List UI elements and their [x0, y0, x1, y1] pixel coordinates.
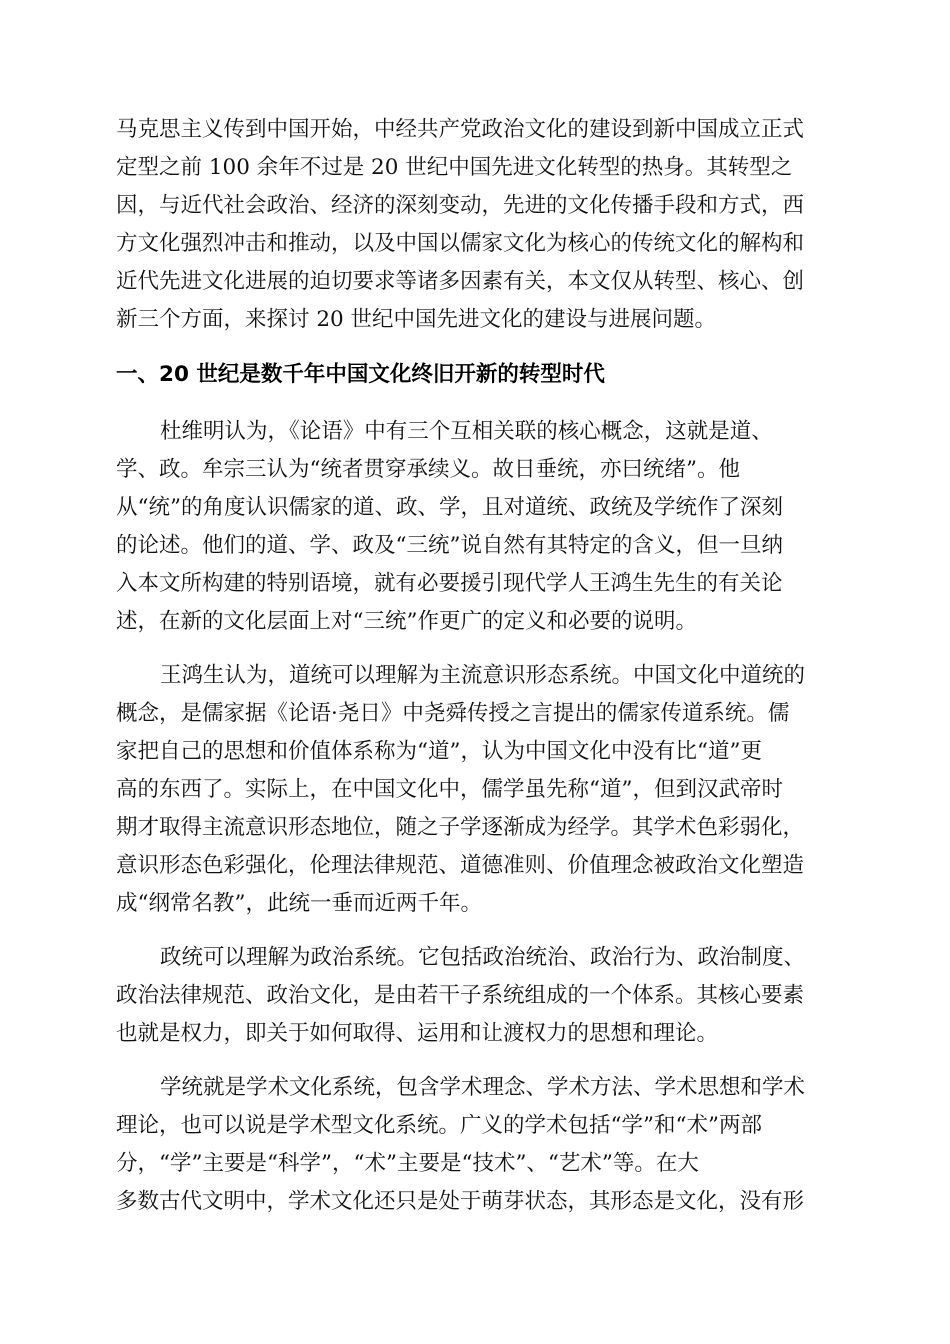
paragraph-line: 方文化强烈冲击和推动，以及中国以儒家文化为核心的传统文化的解构和: [116, 231, 805, 256]
paragraph-line: 王鸿生认为，道统可以理解为主流意识形态系统。中国文化中道统的: [160, 663, 806, 688]
paragraph-line: 家把自己的思想和价值体系称为“道”，认为中国文化中没有比“道”更: [116, 739, 762, 764]
paragraph-line: 学、政。牟宗三认为“统者贯穿承续义。故日垂统，亦曰统绪”。他: [116, 457, 740, 482]
paragraph-line: 高的东西了。实际上，在中国文化中，儒学虽先称“道”，但到汉武帝时: [116, 777, 783, 802]
section-heading: 一、20 世纪是数千年中国文化终旧开新的转型时代: [116, 362, 605, 387]
paragraph-line: 期才取得主流意识形态地位，随之子学逐渐成为经学。其学术色彩弱化，: [116, 815, 805, 840]
paragraph-line: 因，与近代社会政治、经济的深刻变动，先进的文化传播手段和方式，西: [116, 193, 805, 218]
paragraph-line: 的论述。他们的道、学、政及“三统”说自然有其特定的含义，但一旦纳: [116, 533, 783, 558]
paragraph-line: 述，在新的文化层面上对“三统”作更广的定义和必要的说明。: [116, 609, 697, 634]
paragraph-line: 杜维明认为，《论语》中有三个互相关联的核心概念，这就是道、: [160, 419, 773, 444]
paragraph-line: 入本文所构建的特别语境，就有必要援引现代学人王鸿生先生的有关论: [116, 571, 783, 596]
paragraph-line: 马克思主义传到中国开始，中经共产党政治文化的建设到新中国成立正式: [116, 117, 805, 142]
paragraph-line: 近代先进文化进展的迫切要求等诸多因素有关，本文仅从转型、核心、创: [116, 269, 805, 294]
paragraph-line: 政统可以理解为政治系统。它包括政治统治、政治行为、政治制度、: [160, 945, 806, 970]
paragraph-line: 也就是权力，即关于如何取得、运用和让渡权力的思想和理论。: [116, 1021, 719, 1046]
paragraph-line: 定型之前 100 余年不过是 20 世纪中国先进文化转型的热身。其转型之: [116, 155, 793, 180]
paragraph-line: 从“统”的角度认识儒家的道、政、学，且对道统、政统及学统作了深刻: [116, 495, 783, 520]
paragraph-line: 新三个方面，来探讨 20 世纪中国先进文化的建设与进展问题。: [116, 307, 717, 332]
paragraph-line: 分，“学”主要是“科学”，“术”主要是“技术”、“艺术”等。在大: [116, 1151, 699, 1176]
paragraph-line: 政治法律规范、政治文化，是由若干子系统组成的一个体系。其核心要素: [116, 983, 805, 1008]
paragraph-line: 概念，是儒家据《论语·尧日》中尧舜传授之言提出的儒家传道系统。儒: [116, 701, 790, 726]
paragraph-line: 多数古代文明中，学术文化还只是处于萌芽状态，其形态是文化，没有形: [116, 1189, 805, 1214]
paragraph-line: 意识形态色彩强化，伦理法律规范、道德准则、价值理念被政治文化塑造: [116, 853, 805, 878]
paragraph-line: 理论，也可以说是学术型文化系统。广义的学术包括“学”和“术”两部: [116, 1113, 762, 1138]
paragraph-line: 学统就是学术文化系统，包含学术理念、学术方法、学术思想和学术: [160, 1075, 806, 1100]
paragraph-line: 成“纲常名教”，此统一垂而近两千年。: [116, 891, 482, 916]
